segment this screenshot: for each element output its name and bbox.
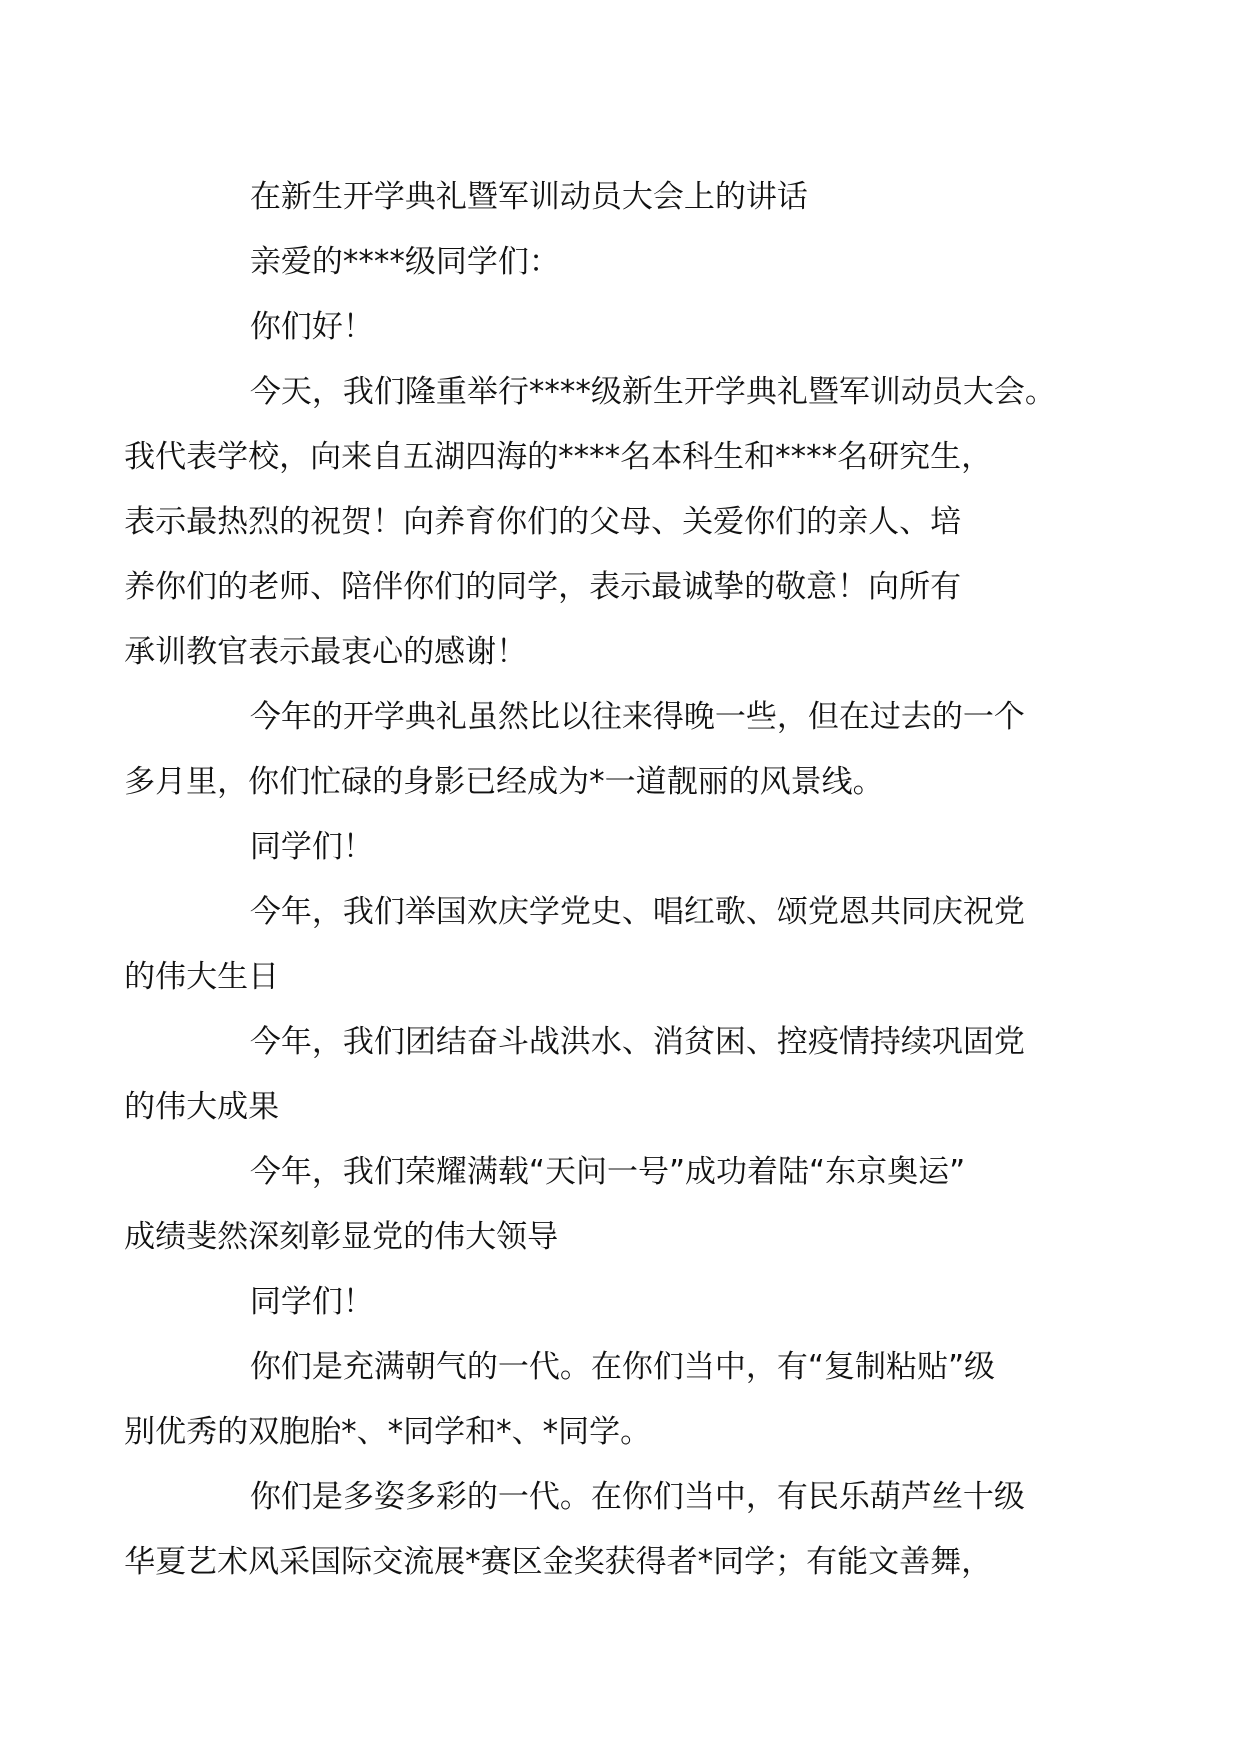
paragraph-line: 养你们的老师、陪伴你们的同学，表示最诚挚的敬意！向所有 — [124, 569, 962, 605]
paragraph-line: 成绩斐然深刻彰显党的伟大领导 — [124, 1219, 559, 1255]
paragraph-3 — [187, 815, 1087, 880]
paragraph-line: 多月里，你们忙碌的身影已经成为*一道靓丽的风景线。 — [124, 764, 884, 800]
document-title: 在新生开学典礼暨军训动员大会上的讲话 — [249, 179, 808, 215]
paragraph-line: 今天，我们隆重举行****级新生开学典礼暨军训动员大会。 — [249, 374, 1056, 410]
paragraph-line: 的伟大成果 — [124, 1089, 280, 1125]
paragraph-7 — [187, 1270, 1087, 1335]
paragraph-line: 今年，我们举国欢庆学党史、唱红歌、颂党恩共同庆祝党 — [249, 894, 1025, 930]
paragraph-9 — [124, 1465, 1087, 1595]
paragraph-line: 同学们！ — [249, 829, 374, 865]
paragraph-line: 今年，我们荣耀满载“天问一号”成功着陆“东京奥运” — [249, 1154, 966, 1190]
paragraph-line: 别优秀的双胞胎*、*同学和*、*同学。 — [124, 1414, 652, 1450]
paragraph-line: 你们是多姿多彩的一代。在你们当中，有民乐葫芦丝十级 — [249, 1479, 1025, 1515]
greeting: 你们好！ — [249, 309, 374, 345]
paragraph-line: 承训教官表示最衷心的感谢！ — [124, 634, 528, 670]
paragraph-line: 表示最热烈的祝贺！向养育你们的父母、关爱你们的亲人、培 — [124, 504, 962, 540]
paragraph-5 — [124, 1010, 1087, 1140]
paragraph-1 — [124, 360, 1087, 685]
paragraph-line: 我代表学校，向来自五湖四海的****名本科生和****名研究生， — [124, 439, 993, 475]
document-body — [124, 165, 1087, 1595]
paragraph-4 — [124, 880, 1087, 1010]
paragraph-6 — [124, 1140, 1087, 1270]
paragraph-line: 华夏艺术风采国际交流展*赛区金奖获得者*同学；有能文善舞， — [124, 1544, 993, 1580]
paragraph-line: 你们是充满朝气的一代。在你们当中，有“复制粘贴”级 — [249, 1349, 996, 1385]
paragraph-2 — [124, 685, 1087, 815]
paragraph-line: 的伟大生日 — [124, 959, 280, 995]
salutation: 亲爱的****级同学们： — [249, 244, 560, 280]
paragraph-line: 同学们！ — [249, 1284, 374, 1320]
paragraph-line: 今年，我们团结奋斗战洪水、消贫困、控疫情持续巩固党 — [249, 1024, 1025, 1060]
paragraph-8 — [124, 1335, 1087, 1465]
paragraph-line: 今年的开学典礼虽然比以往来得晚一些，但在过去的一个 — [249, 699, 1025, 735]
